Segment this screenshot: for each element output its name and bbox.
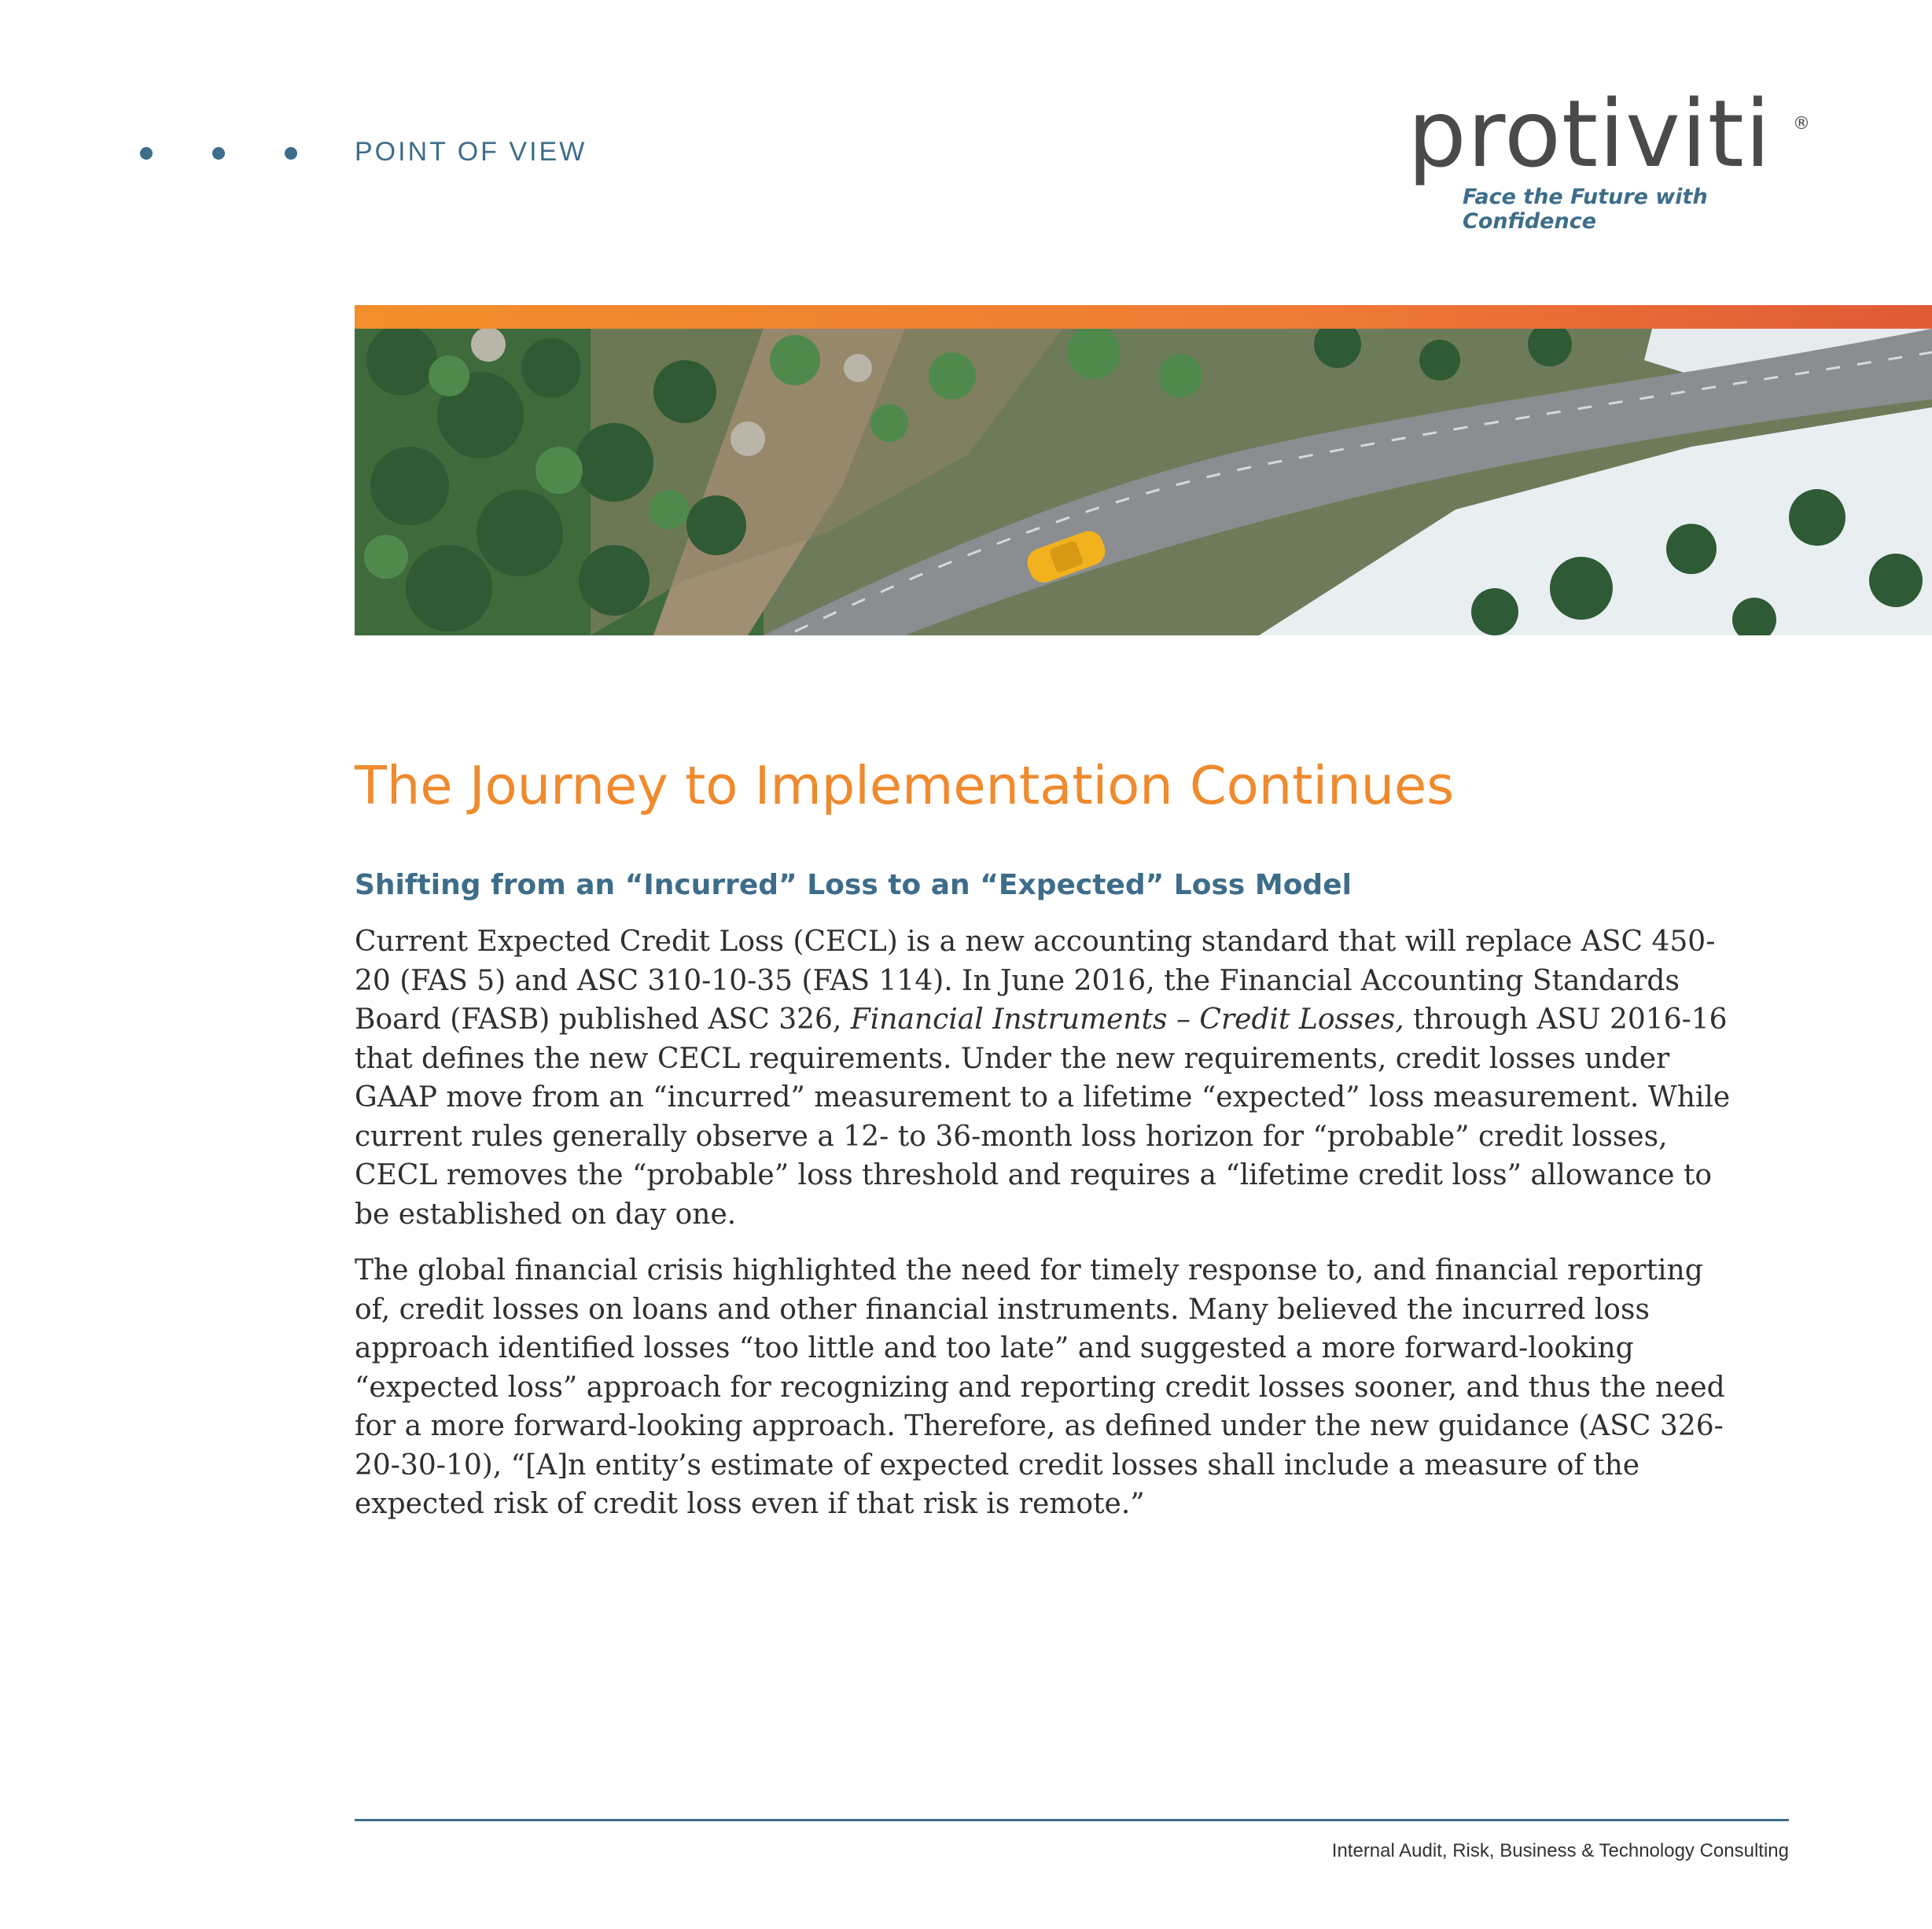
protiviti-logo — [1408, 79, 1816, 234]
footer-divider — [355, 1819, 1789, 1821]
registered-mark: ® — [1793, 114, 1810, 134]
paragraph-text: Current Expected Credit Loss (CECL) is a new accounting standard that will replace ASC 450-20 (FAS 5) and ASC 310-10-35 (FAS 114). In June 2016, the Financial Accounting Standards Board (FASB) published ASC 326, — [355, 926, 1716, 1036]
dot-icon — [212, 147, 225, 160]
dot-icon — [285, 147, 297, 160]
dot-icon — [140, 147, 153, 160]
section-eyebrow: POINT OF VIEW — [355, 137, 587, 167]
logo-tagline: Face the Future with Confidence — [1463, 185, 1708, 234]
footer-tagline: Internal Audit, Risk, Business & Technology Consulting — [1331, 1840, 1789, 1861]
body-paragraph-1 — [355, 922, 1739, 1234]
body-paragraph-2: The global financial crisis highlighted the need for timely response to, and financial reporting of, credit losses on loans and other financial instruments. Many believed the incurred loss approach identified losses “too little and too late” and suggested a more forward-looking “expected loss” approach for recognizing and reporting credit losses sooner, and thus the need for a more forward-looking approach. Therefore, as defined under the new guidance (ASC 326-20-30-10), “[A]n entity’s estimate of expected credit losses shall include a measure of the expected risk of credit loss even if that risk is remote.” — [355, 1254, 1725, 1520]
page-title: The Journey to Implementation Continues — [355, 755, 1455, 816]
hero-accent-bar — [355, 305, 1932, 329]
hero-image — [355, 329, 1932, 635]
logo-wordmark: protiviti — [1408, 79, 1772, 188]
decorative-dots — [140, 147, 297, 164]
paragraph-text: through ASU 2016-16 that defines the new CECL requirements. Under the new requirements, credit losses under GAAP move from an “incurred” measurement to a lifetime “expected” loss measurement. While current rules generally observe a 12- to 36-month loss horizon for “probable” credit losses, CECL removes the “probable” loss threshold and requires a “lifetime credit loss” allowance to be established on day one. — [355, 1003, 1731, 1231]
publication-title: Financial Instruments – Credit Losses, — [850, 1003, 1404, 1036]
section-subtitle: Shifting from an “Incurred” Loss to an “Expected” Loss Model — [355, 869, 1352, 901]
